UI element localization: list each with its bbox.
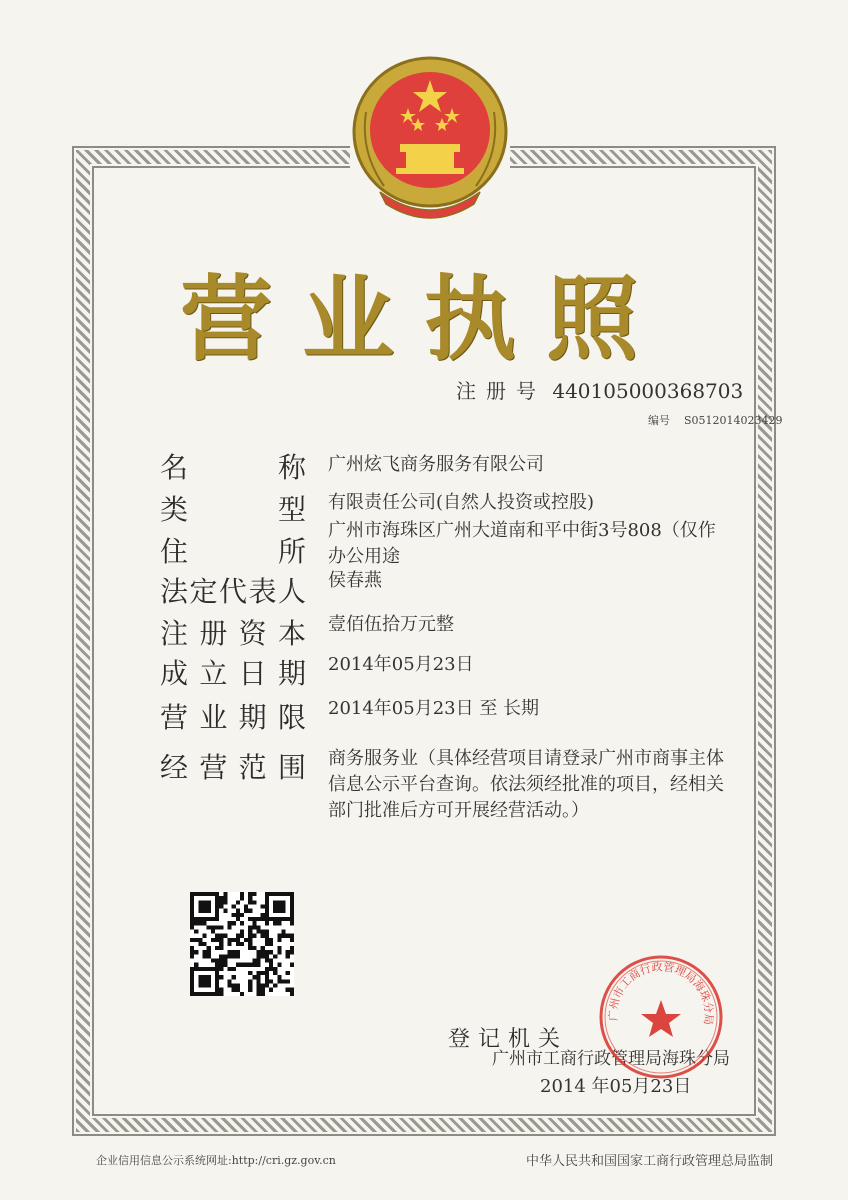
serial-number xyxy=(648,412,783,428)
field-label: 类 型 xyxy=(160,493,306,526)
field-value: 壹佰伍拾万元整 xyxy=(328,614,454,635)
official-seal-icon xyxy=(596,952,726,1082)
field-label: 法 定 代 表 人 xyxy=(160,575,306,608)
registration-value: 440105000368703 xyxy=(552,379,744,403)
national-emblem-icon xyxy=(350,52,510,222)
field-label: 经 营 范 围 xyxy=(160,751,306,784)
field-value: 2014年05月23日 至 长期 xyxy=(328,698,540,719)
field-value: 广州市海珠区广州大道南和平中街3号808（仅作办公用途 xyxy=(328,520,716,567)
field-value: 广州炫飞商务服务有限公司 xyxy=(328,454,544,475)
footer-supervisor: 中华人民共和国国家工商行政管理总局监制 xyxy=(526,1154,774,1169)
document-title: 营业执照 xyxy=(179,266,668,373)
field-label: 成 立 日 期 xyxy=(160,657,306,690)
field-label: 注 册 资 本 xyxy=(160,617,306,650)
registration-authority-name: 广州市工商行政管理局海珠分局 xyxy=(492,1049,730,1069)
issue-date: 2014 年05月23日 xyxy=(540,1076,692,1097)
qr-code-icon xyxy=(190,892,294,996)
registration-authority-label: 登记机关 xyxy=(448,1027,569,1052)
field-value: 2014年05月23日 xyxy=(328,654,474,675)
field-value: 商务服务业（具体经营项目请登录广州市商事主体信息公示平台查询。依法须经批准的项目，经相关部门批准后方可开展经营活动。） xyxy=(328,748,724,821)
field-value: 侯春燕 xyxy=(328,570,382,591)
serial-label: 编号 xyxy=(648,414,670,427)
field-label: 营 业 期 限 xyxy=(160,701,306,734)
registration-label: 注册号 xyxy=(456,379,546,403)
field-value: 有限责任公司(自然人投资或控股) xyxy=(328,492,595,513)
field-label: 名 称 xyxy=(160,451,306,484)
field-label: 住 所 xyxy=(160,535,306,568)
registration-number xyxy=(456,375,743,404)
footer-website: 企业信用信息公示系统网址:http://cri.gz.gov.cn xyxy=(96,1154,336,1167)
serial-value: S0512014023429 xyxy=(684,414,783,427)
seal-text: 广州市工商行政管理局海珠分局 xyxy=(606,960,716,1026)
